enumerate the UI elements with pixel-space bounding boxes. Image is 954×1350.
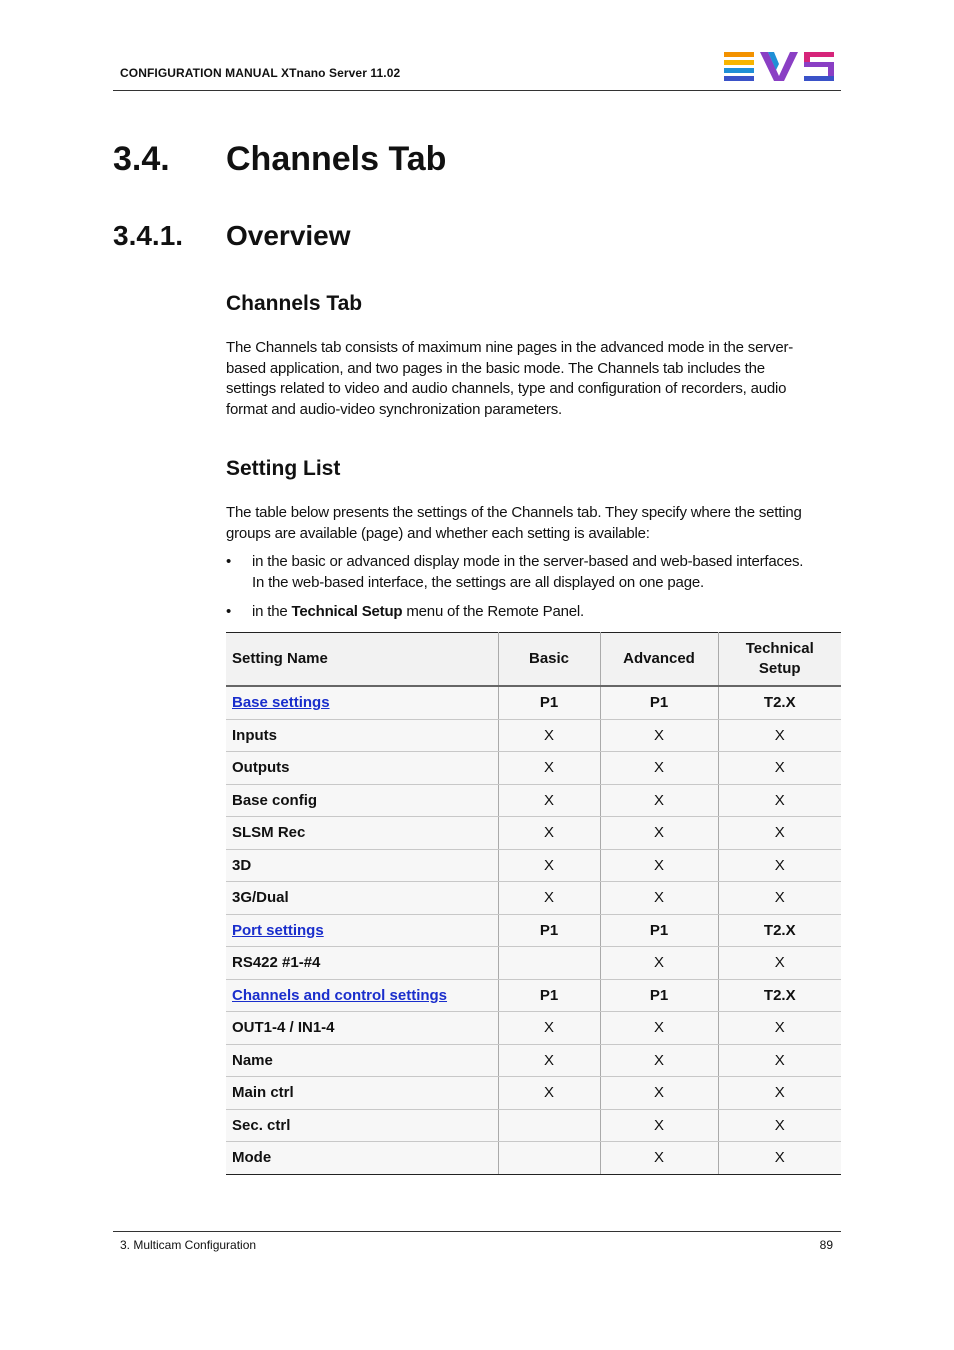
cell-setting-name: Mode	[226, 1142, 498, 1175]
subsection-number: 3.4.1.	[113, 220, 184, 251]
cell-basic: X	[498, 849, 600, 882]
table-row	[226, 914, 841, 947]
cell-setting-name: Sec. ctrl	[226, 1109, 498, 1142]
header-advanced: Advanced	[600, 633, 718, 687]
cell-technical: X	[718, 947, 841, 980]
cell-advanced: X	[600, 1077, 718, 1110]
cell-technical: T2.X	[718, 979, 841, 1012]
table-row	[226, 1142, 841, 1175]
cell-basic: X	[498, 882, 600, 915]
table-row	[226, 882, 841, 915]
cell-basic: X	[498, 719, 600, 752]
evs-logo	[724, 52, 836, 82]
bullet-bold-text: Technical Setup	[291, 603, 403, 620]
table-row	[226, 947, 841, 980]
paragraph-line: groups are available (page) and whether each setting is available:	[226, 524, 650, 542]
cell-basic: X	[498, 1077, 600, 1110]
paragraph-line: The table below presents the settings of the Channels tab. They specify where the setting	[226, 504, 802, 521]
cell-advanced: X	[600, 719, 718, 752]
channels-tab-paragraph	[226, 338, 842, 421]
cell-setting-name: Main ctrl	[226, 1077, 498, 1110]
cell-basic: X	[498, 784, 600, 817]
cell-advanced: X	[600, 817, 718, 850]
bullet-symbol: •	[226, 553, 232, 570]
cell-setting-name: SLSM Rec	[226, 817, 498, 850]
base-settings-link[interactable]: Base settings	[232, 694, 330, 712]
table-row	[226, 719, 841, 752]
header-technical-line: Setup	[758, 660, 801, 677]
cell-technical: X	[718, 719, 841, 752]
header-setting-name: Setting Name	[226, 633, 498, 687]
cell-setting-name: RS422 #1-#4	[226, 947, 498, 980]
cell-advanced: X	[600, 947, 718, 980]
cell-setting-name: Base config	[226, 784, 498, 817]
header-title: CONFIGURATION MANUAL XTnano Server 11.02	[120, 66, 401, 80]
table-row	[226, 686, 841, 719]
cell-advanced: X	[600, 1012, 718, 1045]
cell-technical: X	[718, 1142, 841, 1175]
table-row	[226, 1044, 841, 1077]
bullet-line: in the basic or advanced display mode in the server-based and web-based interfaces.	[252, 553, 804, 570]
cell-advanced: P1	[600, 979, 718, 1012]
cell-technical: X	[718, 1012, 841, 1045]
cell-technical: T2.X	[718, 914, 841, 947]
header-basic: Basic	[498, 633, 600, 687]
cell-advanced: X	[600, 882, 718, 915]
cell-basic: P1	[498, 686, 600, 719]
section-title: Channels Tab	[226, 140, 447, 178]
cell-advanced: X	[600, 752, 718, 785]
table-row	[226, 752, 841, 785]
bullet-text: menu of the Remote Panel.	[402, 603, 584, 620]
table-row	[226, 1077, 841, 1110]
cell-advanced: X	[600, 1044, 718, 1077]
paragraph-line: The Channels tab consists of maximum nine pages in the advanced mode in the server-	[226, 339, 794, 356]
cell-basic: X	[498, 1044, 600, 1077]
footer-chapter: 3. Multicam Configuration	[120, 1238, 257, 1252]
table-row	[226, 849, 841, 882]
settings-table	[226, 632, 841, 1175]
cell-setting-name: OUT1-4 / IN1-4	[226, 1012, 498, 1045]
cell-setting-name: Inputs	[226, 719, 498, 752]
cell-basic: X	[498, 752, 600, 785]
channels-control-settings-link[interactable]: Channels and control settings	[232, 986, 448, 1004]
cell-advanced: X	[600, 784, 718, 817]
bullet-line: In the web-based interface, the settings are all displayed on one page.	[252, 573, 704, 591]
cell-setting-name: Outputs	[226, 752, 498, 785]
header-divider	[113, 90, 841, 91]
header-technical-line: Technical	[745, 640, 814, 657]
cell-technical: X	[718, 882, 841, 915]
cell-advanced: X	[600, 1142, 718, 1175]
table-row	[226, 817, 841, 850]
cell-technical: T2.X	[718, 686, 841, 719]
cell-technical: X	[718, 1109, 841, 1142]
paragraph-line: based application, and two pages in the basic mode. The Channels tab includes the	[226, 359, 765, 377]
cell-technical: X	[718, 784, 841, 817]
cell-basic: X	[498, 817, 600, 850]
table-header-row	[226, 633, 841, 687]
cell-basic: P1	[498, 914, 600, 947]
cell-advanced: P1	[600, 686, 718, 719]
table-row	[226, 1012, 841, 1045]
port-settings-link[interactable]: Port settings	[232, 921, 324, 939]
bullet-text: in the	[252, 603, 292, 620]
cell-advanced: X	[600, 849, 718, 882]
cell-basic	[498, 1109, 600, 1142]
subsection-heading	[113, 220, 351, 252]
table-row	[226, 784, 841, 817]
cell-basic: X	[498, 1012, 600, 1045]
cell-basic: P1	[498, 979, 600, 1012]
header-technical-setup	[718, 633, 841, 687]
cell-setting-name: 3D	[226, 849, 498, 882]
subsection-title: Overview	[226, 220, 351, 251]
cell-technical: X	[718, 752, 841, 785]
section-heading	[113, 140, 446, 179]
cell-technical: X	[718, 1044, 841, 1077]
cell-basic	[498, 947, 600, 980]
cell-setting-name: Name	[226, 1044, 498, 1077]
bullet-symbol: •	[226, 603, 232, 620]
setting-list-heading: Setting List	[226, 457, 341, 480]
cell-setting-name: 3G/Dual	[226, 882, 498, 915]
cell-technical: X	[718, 849, 841, 882]
cell-advanced: X	[600, 1109, 718, 1142]
cell-technical: X	[718, 817, 841, 850]
footer-divider	[113, 1231, 841, 1232]
setting-list-intro	[226, 503, 842, 544]
table-row	[226, 1109, 841, 1142]
paragraph-line: format and audio-video synchronization parameters.	[226, 401, 563, 419]
table-row	[226, 979, 841, 1012]
footer-page-number: 89	[819, 1238, 833, 1252]
paragraph-line: settings related to video and audio channels, type and configuration of recorders, audio	[226, 380, 787, 398]
cell-basic	[498, 1142, 600, 1175]
cell-advanced: P1	[600, 914, 718, 947]
cell-technical: X	[718, 1077, 841, 1110]
section-number: 3.4.	[113, 140, 170, 178]
channels-tab-heading: Channels Tab	[226, 292, 363, 315]
